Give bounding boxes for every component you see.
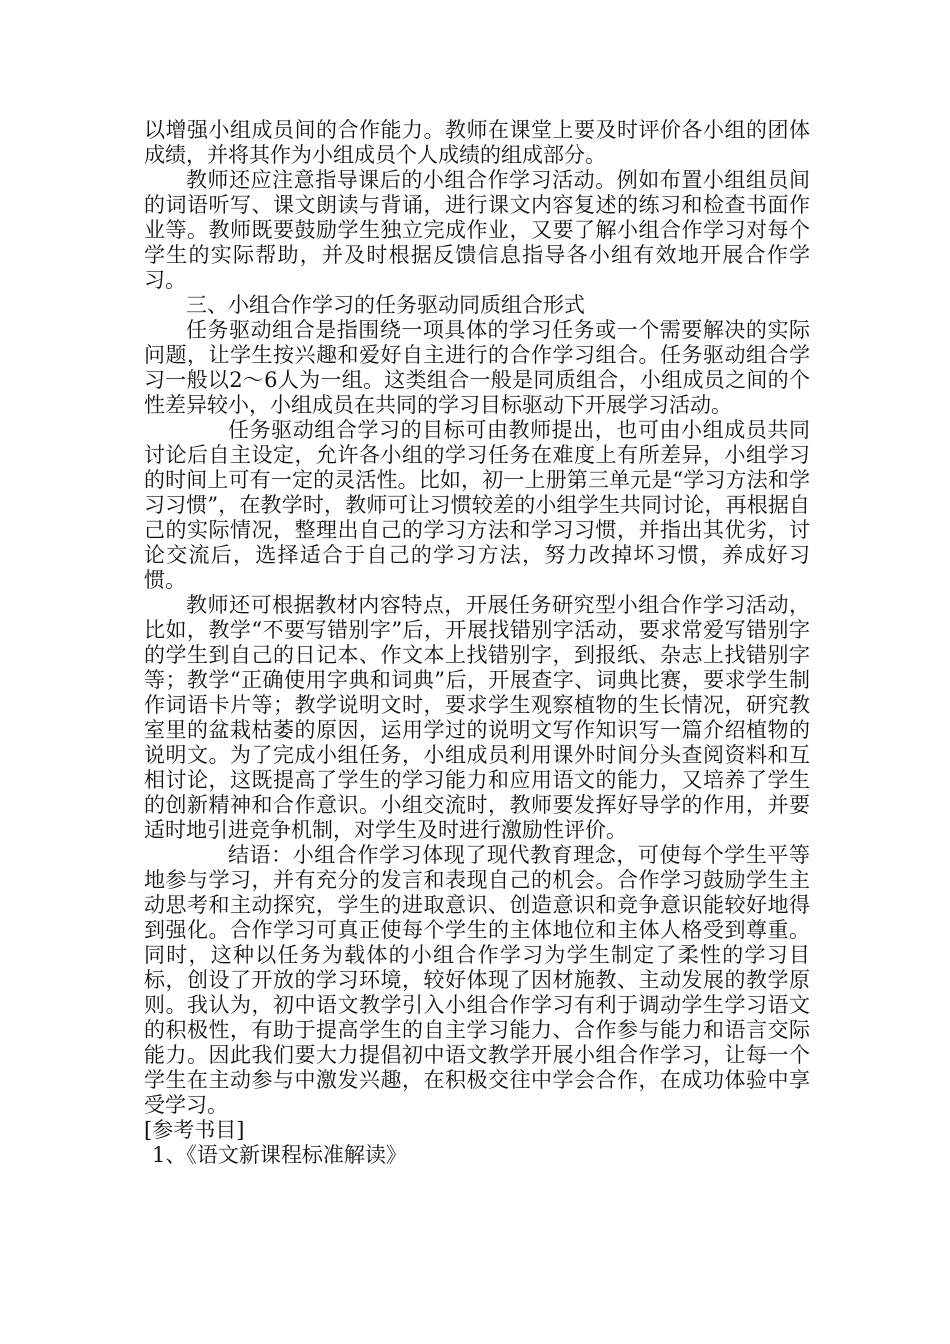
references-heading: [参考书目]	[144, 1118, 245, 1142]
section-heading-three: 三、小组合作学习的任务驱动同质组合形式	[186, 293, 585, 317]
paragraph-task-driven-definition: 任务驱动组合是指围绕一项具体的学习任务或一个需要解决的实际问题，让学生按兴趣和爱好自主进行的合作学习组合。任务驱动组合学习一般以2～6人为一组。这类组合一般是同质组合，小组成员之间的个性差异较小，小组成员在共同的学习目标驱动下开展学习活动。	[144, 318, 810, 417]
paragraph-after-class-activities: 教师还应注意指导课后的小组合作学习活动。例如布置小组组员间的词语听写、课文朗读与背诵，进行课文内容复述的练习和检查书面作业等。教师既要鼓励学生独立完成作业，又要了解小组合作学习对每个学生的实际帮助，并及时根据反馈信息指导各小组有效地开展合作学习。	[144, 168, 810, 292]
document-body	[144, 118, 810, 1168]
paragraph-conclusion: 结语：小组合作学习体现了现代教育理念，可使每个学生平等地参与学习，并有充分的发言和表现自己的机会。合作学习鼓励学生主动思考和主动探究，学生的进取意识、创造意识和竞争意识能较好地得到强化。合作学习可真正使每个学生的主体地位和主体人格受到尊重。同时，这种以任务为载体的小组合作学习为学生制定了柔性的学习目标，创设了开放的学习环境，较好体现了因材施教、主动发展的教学原则。我认为，初中语文教学引入小组合作学习有利于调动学生学习语文的积极性，有助于提高学生的自主学习能力、合作参与能力和语言交际能力。因此我们要大力提倡初中语文教学开展小组合作学习，让每一个学生在主动参与中激发兴趣，在积极交往中学会合作，在成功体验中享受学习。	[144, 843, 810, 1117]
paragraph-task-research: 教师还可根据教材内容特点，开展任务研究型小组合作学习活动，比如，教学“不要写错别字”后，开展找错别字活动，要求常爱写错别字的学生到自己的日记本、作文本上找错别字，到报纸、杂志上找错别字等；教学“正确使用字典和词典”后，开展查字、词典比赛，要求学生制作词语卡片等；教学说明文时，要求学生观察植物的生长情况，研究教室里的盆栽枯萎的原因，运用学过的说明文写作知识写一篇介绍植物的说明文。为了完成小组任务，小组成员利用课外时间分头查阅资料和互相讨论，这既提高了学生的学习能力和应用语文的能力，又培养了学生的创新精神和合作意识。小组交流时，教师要发挥好导学的作用，并要适时地引进竞争机制，对学生及时进行激励性评价。	[144, 593, 810, 842]
paragraph-continued: 以增强小组成员间的合作能力。教师在课堂上要及时评价各小组的团体成绩，并将其作为小组成员个人成绩的组成部分。	[144, 118, 810, 167]
paragraph-task-driven-goals: 任务驱动组合学习的目标可由教师提出，也可由小组成员共同讨论后自主设定，允许各小组的学习任务在难度上有所差异，小组学习的时间上可有一定的灵活性。比如，初一上册第三单元是“学习方法和学习习惯”，在教学时，教师可让习惯较差的小组学生共同讨论，再根据自己的实际情况，整理出自己的学习方法和学习习惯，并指出其优劣，讨论交流后，选择适合于自己的学习方法，努力改掉坏习惯，养成好习惯。	[144, 418, 810, 592]
reference-item: 1、《语文新课程标准解读》	[152, 1143, 407, 1167]
